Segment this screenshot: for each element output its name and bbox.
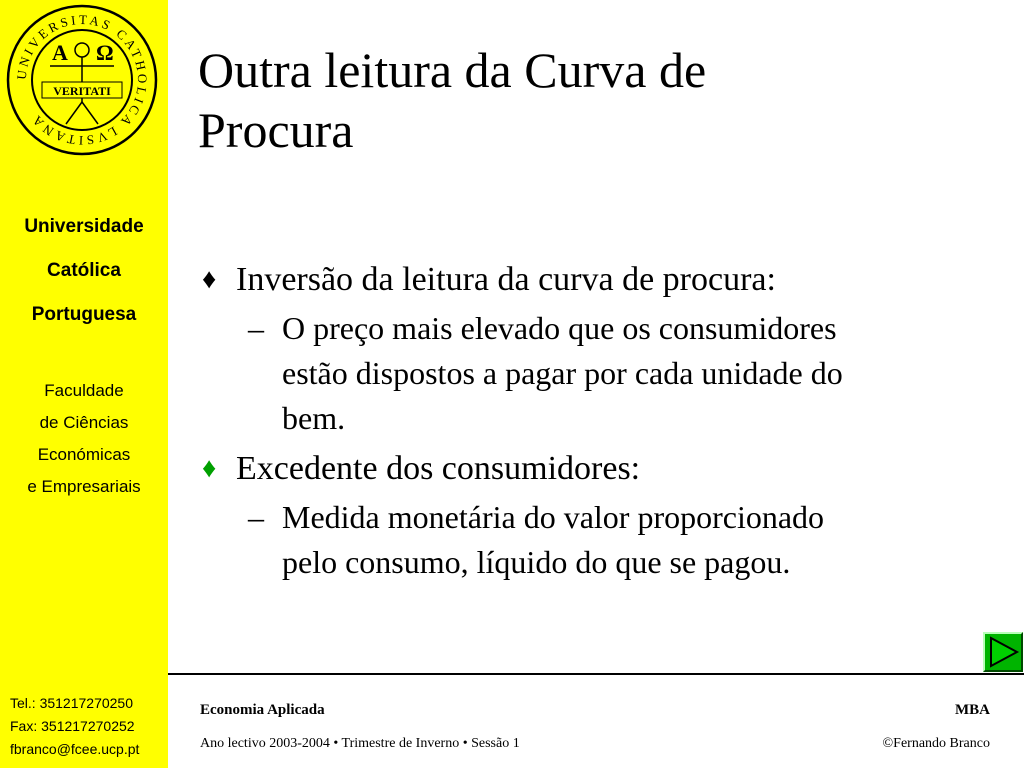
slide-content (200, 258, 1000, 585)
title-line: Outra leitura da Curva de (198, 42, 707, 98)
slide-title (198, 40, 998, 160)
bullet-item (200, 447, 1000, 491)
faculty-line: Faculdade (44, 381, 124, 400)
footer-divider (168, 673, 1024, 675)
university-line: Portuguesa (31, 304, 137, 325)
copyright-notice: ©Fernando Branco (882, 736, 990, 751)
fax-number: Fax: 351217270252 (10, 718, 135, 734)
sub-bullet-line: O preço mais elevado que os consumidores (282, 310, 837, 346)
svg-text:A: A (52, 40, 68, 65)
sub-bullet-item (200, 495, 1000, 585)
svg-text:VERITATI: VERITATI (53, 84, 111, 98)
dash-marker: – (248, 310, 264, 346)
diamond-icon: ♦ (202, 264, 217, 295)
dash-marker: – (248, 499, 264, 535)
sub-bullet-line: pelo consumo, líquido do que se pagou. (282, 544, 791, 580)
play-next-icon (985, 634, 1021, 670)
diamond-icon: ♦ (202, 453, 217, 484)
sub-bullet-line: Medida monetária do valor proporcionado (282, 499, 825, 535)
svg-text:UNIVERSITAS CATHOLICA LVSITANA: UNIVERSITAS CATHOLICA LVSITANA (13, 11, 151, 149)
faculty-line: e Empresariais (27, 477, 141, 496)
bullet-text: Inversão da leitura da curva de procura: (236, 261, 776, 298)
university-line: Universidade (24, 216, 144, 237)
phone-number: Tel.: 351217270250 (10, 695, 133, 711)
university-seal-logo (2, 2, 162, 157)
title-line: Procura (198, 102, 354, 158)
term-info: Ano lectivo 2003-2004 • Trimestre de Inverno • Sessão 1 (200, 736, 520, 751)
svg-text:Ω: Ω (96, 40, 114, 65)
sub-bullet-item (200, 306, 1000, 441)
faculty-line: de Ciências (39, 413, 129, 432)
bullet-text: Excedente dos consumidores: (236, 450, 641, 487)
sub-bullet-line: estão dispostos a pagar por cada unidade do (282, 355, 843, 391)
sub-bullet-line: bem. (282, 400, 346, 436)
faculty-name (0, 375, 168, 503)
course-name: Economia Aplicada (200, 702, 325, 718)
email-address[interactable]: fbranco@fcee.ucp.pt (10, 741, 140, 757)
bullet-item (200, 258, 1000, 302)
program-name: MBA (955, 702, 990, 718)
sidebar (0, 0, 168, 768)
faculty-line: Económicas (37, 445, 131, 464)
university-line: Católica (47, 260, 121, 281)
university-name (0, 205, 168, 337)
contact-info (10, 692, 139, 761)
next-slide-button[interactable] (983, 632, 1023, 672)
